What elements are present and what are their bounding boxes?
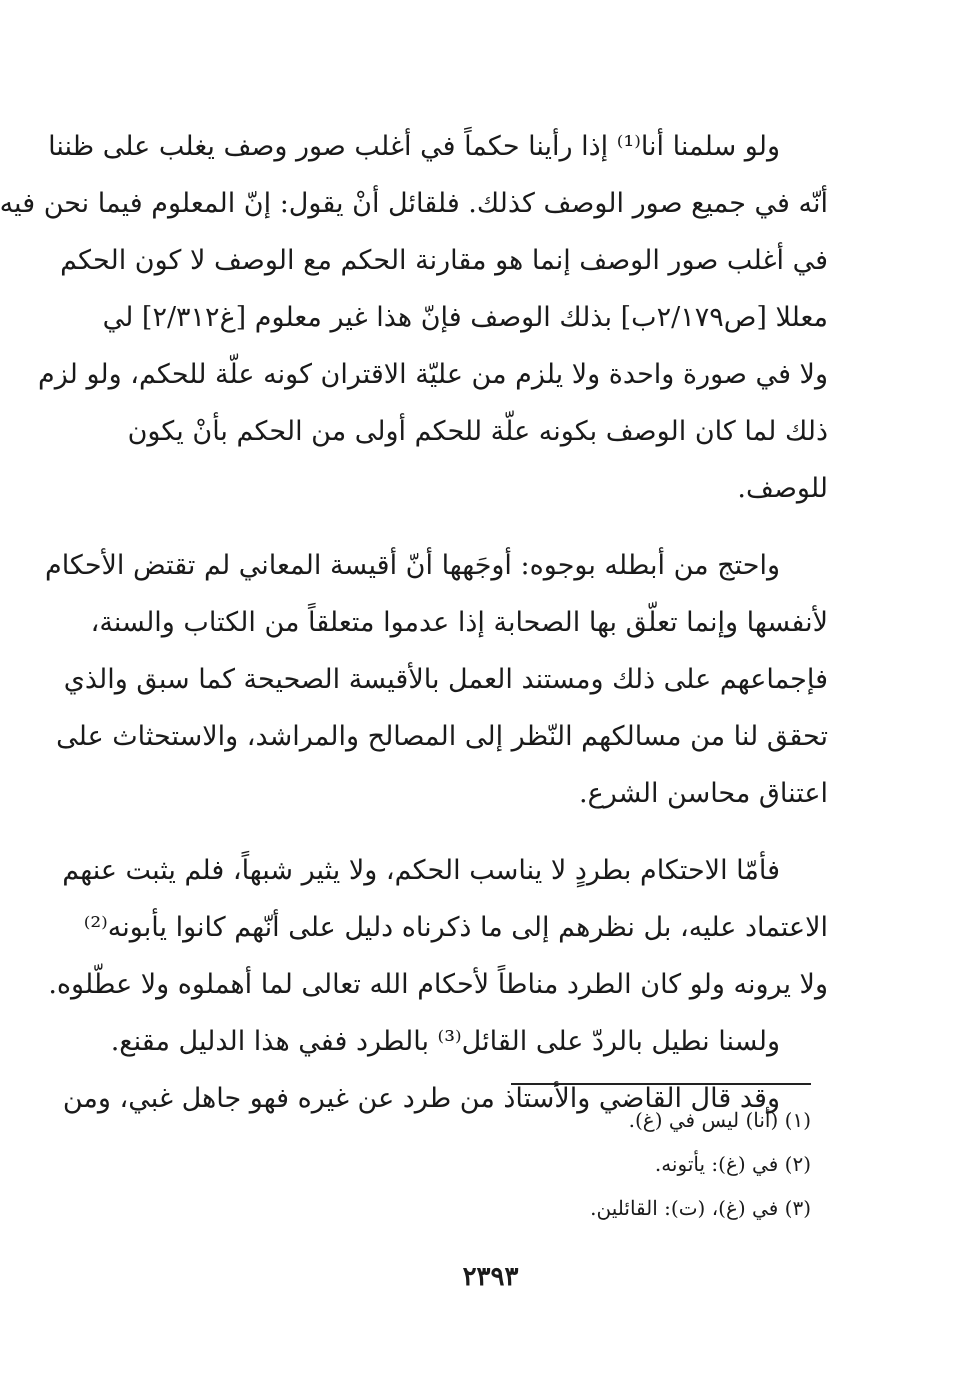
text-line: فأمّا الاحتكام بطردٍ لا يناسب الحكم، ولا يثير شبهاً، فلم يثبت عنهم	[62, 855, 780, 886]
text-line: وقد قال القاضي والأستاذ من طرد عن غيره فهو جاهل غبي، ومن	[62, 1083, 780, 1114]
text-line: ولا يرونه ولو كان الطرد مناطاً لأحكام الله تعالى لما أهملوه ولا عطّلوه.	[48, 969, 828, 1000]
text-line: للوصف.	[737, 473, 828, 504]
footnote: (٣) في (غ)، (ت): القائلين.	[590, 1196, 811, 1220]
page-number: ٢٣٩٣	[462, 1262, 519, 1292]
paragraph	[110, 1013, 828, 1070]
paragraph	[48, 842, 828, 1013]
text-line: معللا [ص٢/١٧٩ب] بذلك الوصف فإنّ هذا غير معلوم [غ٢/٣١٢] لي	[102, 302, 828, 333]
text-line: واحتج من أبطله بوجوه: أوجَهها أنّ أقيسة المعاني لم تقتض الأحكام	[44, 550, 780, 581]
text-line: اعتناق محاسن الشرع.	[579, 778, 828, 809]
text-line: ذلك لما كان الوصف بكونه علّة للحكم أولى من الحكم بأنْ يكون	[127, 416, 828, 447]
text-line: أنّه في جميع صور الوصف كذلك. فلقائل أنْ يقول: إنّ المعلوم فيما نحن فيه	[0, 188, 828, 219]
footnote: (١) (أنا) ليس في (غ).	[628, 1108, 811, 1132]
main-text	[0, 118, 828, 1127]
footnotes	[411, 1098, 811, 1230]
text-line: تحقق لنا من مسالكهم النّظر إلى المصالح والمراشد، والاستحثاث على	[56, 721, 828, 752]
footnote: (٢) في (غ): يأتونه.	[654, 1152, 811, 1176]
paragraph	[0, 118, 828, 517]
text-line: في أغلب صور الوصف إنما هو مقارنة الحكم مع الوصف لا كون الحكم	[60, 245, 828, 276]
footnote-separator	[511, 1083, 811, 1085]
text-line: الاعتماد عليه، بل نظرهم إلى ما ذكرناه دليل على أنّهم كانوا يأبونه⁽²⁾	[83, 912, 828, 943]
text-line: ولو سلمنا أنا⁽¹⁾ إذا رأينا حكماً في أغلب صور وصف يغلب على ظننا	[48, 131, 780, 162]
text-line: ولا في صورة واحدة ولا يلزم من عليّة الاقتران كونه علّة للحكم، ولو لزم	[38, 359, 828, 390]
text-line: فإجماعهم على ذلك ومستند العمل بالأقيسة الصحيحة كما سبق والذي	[63, 664, 828, 695]
paragraph	[44, 537, 828, 822]
text-line: ولسنا نطيل بالردّ على القائل⁽³⁾ بالطرد ففي هذا الدليل مقنع.	[110, 1026, 780, 1057]
text-line: لأنفسها وإنما تعلّق بها الصحابة إذا عدموا متعلقاً من الكتاب والسنة،	[90, 607, 828, 638]
